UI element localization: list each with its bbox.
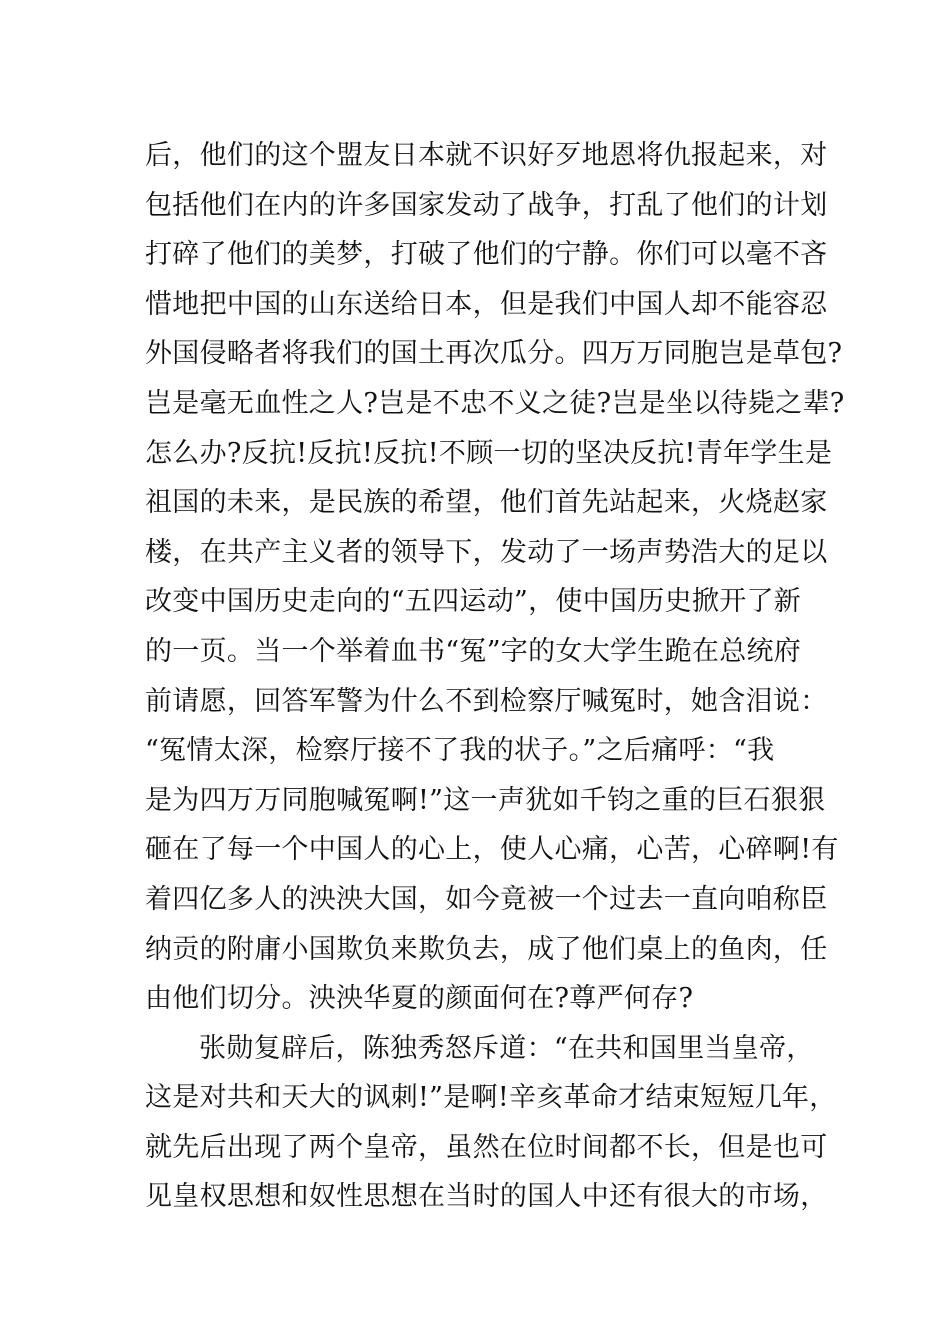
text-line: “冤情太深，检察厅接不了我的状子。”之后痛呼：“我 <box>145 735 775 767</box>
text-line: 包括他们在内的许多国家发动了战争，打乱了他们的计划 <box>145 189 828 221</box>
body-text <box>145 131 845 1222</box>
text-line: 楼，在共产主义者的领导下，发动了一场声势浩大的足以 <box>145 536 828 568</box>
text-line: 这是对共和天大的讽刺!”是啊!辛亥革命才结束短短几年， <box>145 1082 837 1114</box>
text-line: 见皇权思想和奴性思想在当时的国人中还有很大的市场， <box>145 1181 828 1213</box>
text-line: 砸在了每一个中国人的心上，使人心痛，心苦，心碎啊!有 <box>145 834 839 866</box>
text-line: 怎么办?反抗!反抗!反抗!不顾一切的坚决反抗!青年学生是 <box>145 437 833 469</box>
text-line: 是为四万万同胞喊冤啊!”这一声犹如千钧之重的巨石狠狠 <box>145 784 826 816</box>
paragraph-start-line: 张勋复辟后，陈独秀怒斥道：“在共和国里当皇帝， <box>199 1032 814 1064</box>
text-line: 打碎了他们的美梦，打破了他们的宁静。你们可以毫不吝 <box>145 239 828 271</box>
text-line: 惜地把中国的山东送给日本，但是我们中国人却不能容忍 <box>145 288 828 320</box>
text-line: 外国侵略者将我们的国土再次瓜分。四万万同胞岂是草包? <box>145 338 843 370</box>
text-line: 纳贡的附庸小国欺负来欺负去，成了他们桌上的鱼肉，任 <box>145 933 828 965</box>
text-line: 后，他们的这个盟友日本就不识好歹地恩将仇报起来，对 <box>145 140 828 171</box>
text-line: 岂是毫无血性之人?岂是不忠不义之徒?岂是坐以待毙之辈? <box>145 387 845 419</box>
text-line: 由他们切分。泱泱华夏的颜面何在?尊严何存? <box>145 983 694 1015</box>
text-line: 改变中国历史走向的“五四运动”，使中国历史掀开了新 <box>145 586 802 618</box>
text-line: 祖国的未来，是民族的希望，他们首先站起来，火烧赵家 <box>145 487 828 519</box>
text-line: 的一页。当一个举着血书“冤”字的女大学生跪在总统府 <box>145 635 802 667</box>
text-line: 着四亿多人的泱泱大国，如今竟被一个过去一直向咱称臣 <box>145 883 828 915</box>
text-line: 前请愿，回答军警为什么不到检察厅喊冤时，她含泪说： <box>145 685 828 717</box>
text-line: 就先后出现了两个皇帝，虽然在位时间都不长，但是也可 <box>145 1131 828 1163</box>
